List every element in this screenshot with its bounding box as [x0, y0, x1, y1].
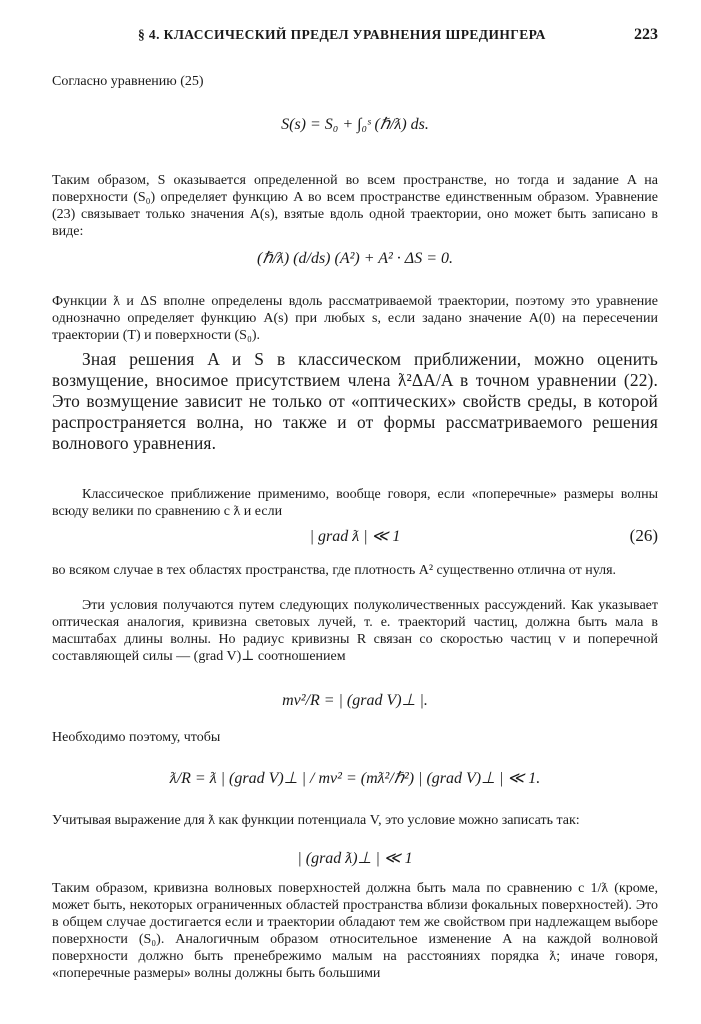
equation-3-body: | grad ƛ | ≪ 1: [309, 528, 401, 545]
paragraph-10: Таким образом, кривизна волновых поверхностей должна быть мала по сравнению с 1/ƛ (кроме, может быть, некоторых ограниченных областей пространства вблизи фокальных поверхностей). Это в общем случае достигается если и траектории обладают тем же свойством при надлежащем выборе поверхности (S₀). Аналогичным образом относительное изменение A на каждой волновой поверхности должно быть пренебрежимо малым на расстояниях порядка ƛ; иначе говоря, «поперечные размеры» волны должны быть большими: [52, 881, 658, 981]
equation-6: | (grad ƛ)⊥ | ≪ 1: [297, 850, 413, 867]
paragraph-8: Необходимо поэтому, чтобы: [52, 730, 221, 745]
paragraph-7: Эти условия получаются путем следующих полуколичественных рассуждений. Как указывает оптическая аналогия, кривизна световых лучей, т. е. траекторий частиц, должна быть мала в масштабах длины волны. Но радиус кривизны R связан со скоростью частиц v и поперечной составляющей силы — (grad V)⊥ соотношением: [52, 598, 658, 664]
equation-2: (ℏ/ƛ) (d/ds) (A²) + A² · ΔS = 0.: [257, 250, 453, 267]
paragraph-4-large: Зная решения A и S в классическом приближении, можно оценить возмущение, вносимое присутствием члена ƛ²ΔA/A в точном уравнении (22). Это возмущение зависит не только от «оптических» свойств среды, в которой распространяется волна, но также и от формы рассматриваемого решения волнового уравнения.: [52, 349, 658, 453]
paragraph-5: Классическое приближение применимо, вообще говоря, если «поперечные» размеры волны всюду велики по сравнению с ƛ и если: [52, 487, 658, 519]
paragraph-1: Согласно уравнению (25): [52, 74, 204, 89]
header-title: § 4. КЛАССИЧЕСКИЙ ПРЕДЕЛ УРАВНЕНИЯ ШРЕДИНГЕРА: [138, 27, 546, 42]
paragraph-2: Таким образом, S оказывается определенной во всем пространстве, но тогда и задание A на поверхности (S₀) определяет функцию A во всем пространстве единственным образом. Уравнение (23) связывает только значения A(s), взятые вдоль одной траектории, оно может быть записано в виде:: [52, 173, 658, 239]
paragraph-9: Учитывая выражение для ƛ как функции потенциала V, это условие можно записать так:: [52, 813, 580, 828]
running-header: [52, 27, 658, 49]
equation-4: mv²/R = | (grad V)⊥ |.: [282, 692, 428, 709]
page-number: 223: [634, 26, 658, 43]
paragraph-3: Функции ƛ и ΔS вполне определены вдоль рассматриваемой траектории, поэтому это уравнение однозначно определяет функцию A(s) при любых s, если задано значение A(0) на пересечении траектории (T) и поверхности (S₀).: [52, 294, 658, 343]
equation-3-number: (26): [629, 526, 658, 545]
equation-5: ƛ/R = ƛ | (grad V)⊥ | / mv² = (mƛ²/ℏ²) | (grad V)⊥ | ≪ 1.: [169, 770, 541, 787]
equation-3: [52, 526, 658, 546]
equation-1: S(s) = S₀ + ∫₀ˢ (ℏ/ƛ) ds.: [281, 116, 429, 133]
paragraph-6: во всяком случае в тех областях пространства, где плотность A² существенно отлична от нуля.: [52, 563, 617, 578]
